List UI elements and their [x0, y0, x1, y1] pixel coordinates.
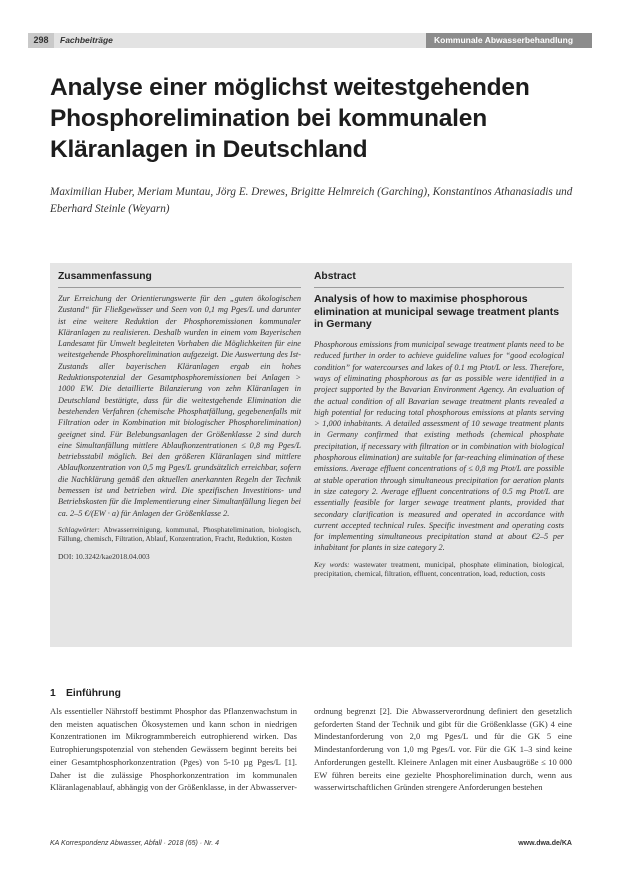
section-number: 1: [50, 688, 56, 699]
article-authors: Maximilian Huber, Meriam Muntau, Jörg E. Drewes, Brigitte Helmreich (Garching), Konstantinos Athanasiadis und Eberhard Steinle (Weyarn): [50, 186, 573, 215]
zusammenfassung-heading: Zusammenfassung: [58, 271, 152, 282]
abstract-subtitle: Analysis of how to maximise phosphorous elimination at municipal sewage treatment plants in Germany: [314, 293, 560, 331]
section-label: Fachbeiträge: [60, 35, 113, 45]
article-title: Analyse einer möglichst weitestgehenden Phosphorelimination bei kommunalen Kläranlagen in Deutschland: [50, 74, 530, 163]
abstract-text: Phosphorous emissions from municipal sewage treatment plants need to be reduced further in order to achieve guideline values for “good ecological condition” for watercourses and lakes of 0.1 mg Ptot/L or less. Therefore, ways of eliminating phosphorous as far as possible were identified in a project supported by the Bavarian Environment Agency. An evaluation of the actual condition of all Bavarian sewage treatment plants revealed a high potential for reducing total phosphorous emissions at plants serving > 1,000 inhabitants. A detailed assessment of 10 sewage treatment plants in Germany confirmed that existing methods (chemical phosphate precipitation, if necessary with filtration or in combination with biological phosphorous elimination) are suitable for far-reaching elimination of these emissions. Average effluent concentrations of ≤ 0,8 mg Ptot/L are possible at stable operation through simultaneous precipitation for aeration plants in size category 2. Average effluent concentrations of 0.5 mg Ptot/L are essentially feasible for larger sewage treatment plants, provided that secondary clarification is measured and operated in accordance with current accepted technical rules. Specific investment and operating costs for implementing simultaneous precipitation stand at about €2–5 per inhabitant for plants in size category 2.: [314, 340, 564, 553]
category-label: Kommunale Abwasserbehandlung: [426, 33, 592, 48]
body-column-right: ordnung begrenzt [2]. Die Abwasserverordnung definiert den gesetzlich geforderten Stand der Technik und gibt für die Größenklasse (GK) 4 eine Mindestanforderung von 2,0 mg Pges/L und für die GK 5 eine Mindestanforderung von 1,0 mg Pges/L vor. Für die GK 1–3 sind keine Anforderungen gestellt. Kleinere Anlagen mit einer Ausbaugröße ≤ 10 000 EW führen bereits eine gezielte Phosphorelimination durch, wenn aus wasserwirtschaftlichen Gründen strengere Anforderungen bestehen: [314, 706, 572, 793]
keywords-label: Schlagwörter:: [58, 524, 100, 534]
doi: DOI: 10.3242/kae2018.04.003: [58, 551, 150, 561]
schlagwoerter: [58, 525, 301, 544]
keywords-text: Abwasserreinigung, kommunal, Phosphatelimination, biologisch, Fällung, chemisch, Filtration, Ablauf, Konzentration, Fracht, Reduktion, Kosten: [58, 524, 301, 544]
running-header: [28, 33, 592, 48]
divider: [314, 287, 564, 288]
keywords-text: wastewater treatment, municipal, phosphate elimination, biological, precipitation, chemical, filtration, effluent, concentration, load, reduction, costs: [314, 559, 564, 579]
page-number: 298: [28, 33, 54, 48]
key-words: [314, 560, 564, 579]
section-heading: [50, 688, 121, 699]
journal-citation: KA Korrespondenz Abwasser, Abfall · 2018 (65) · Nr. 4: [50, 840, 219, 847]
abstract-heading: Abstract: [314, 271, 356, 282]
keywords-label: Key words:: [314, 559, 350, 569]
journal-url[interactable]: www.dwa.de/KA: [518, 840, 572, 847]
abstract-column: [314, 270, 564, 578]
zusammenfassung-column: [58, 270, 301, 561]
divider: [58, 287, 301, 288]
body-column-left: Als essentieller Nährstoff bestimmt Phosphor das Pflanzenwachstum in den meisten aquatischen Ökosystemen und kann schon in niedrigen Konzentrationen im Mikrogrammbereich eutrophierend wirken. Das Eutrophierungspotenzial von stehenden Gewässern beginnt bereits bei einer Gesamtphosphorkonzentration (Pges) von 5-10 µg Pges/L [1]. Daher ist die zulässige Phosphorkonzentration im kommunalen Kläranlagenablauf, abhängig von der Größenklasse, in der Abwasserver-: [50, 706, 297, 793]
zusammenfassung-text: Zur Erreichung der Orientierungswerte für den „guten ökologischen Zustand“ für Fließgewässer und Seen von 0,1 mg Pges/L und darunter ist eine weitere Reduktion der Phosphoremissionen kommunaler Kläranlagen zu realisieren. Deshalb wurden in einem vom Bayerischen Landesamt für Umwelt begleiteten Vorhaben die Möglichkeiten für eine weitestgehende Phosphorelimination aufgezeigt. Die Auswertung des Ist-Zustands aller bayerischen Kläranlagen ergab ein hohes Reduktionspotenzial der Gesamtphosphoremissionen bei Anlagen > 1000 EW. Die detaillierte Bilanzierung von zehn Kläranlagen in Deutschland bestätigte, dass für die weitestgehende Elimination die bestehenden Verfahren (chemische Phosphatfällung, gegebenenfalls mit Filtration oder in Kombination mit biologischer Phosphorelimination) geeignet sind. Für Belebungsanlagen der Größenklasse 2 sind durch eine Simultanfällung mittlere Ablaufkonzentrationen ≤ 0,8 mg Pges/L betriebsstabil möglich. Bei den größeren Kläranlagen sind mittlere Ablaufkonzentration von 0,5 mg Pges/L grundsätzlich erreichbar, sofern die Nachklärung gemäß den aktuellen anerkannten Regeln der Technik bemessen ist und betrieben wird. Die spezifischen Investitions- und Betriebskosten für die Implementierung einer Simultanfällung liegen bei ca. 2–5 €/(EW · a) für Anlagen der Größenklasse 2.: [58, 294, 301, 518]
section-title: Einführung: [66, 688, 121, 699]
